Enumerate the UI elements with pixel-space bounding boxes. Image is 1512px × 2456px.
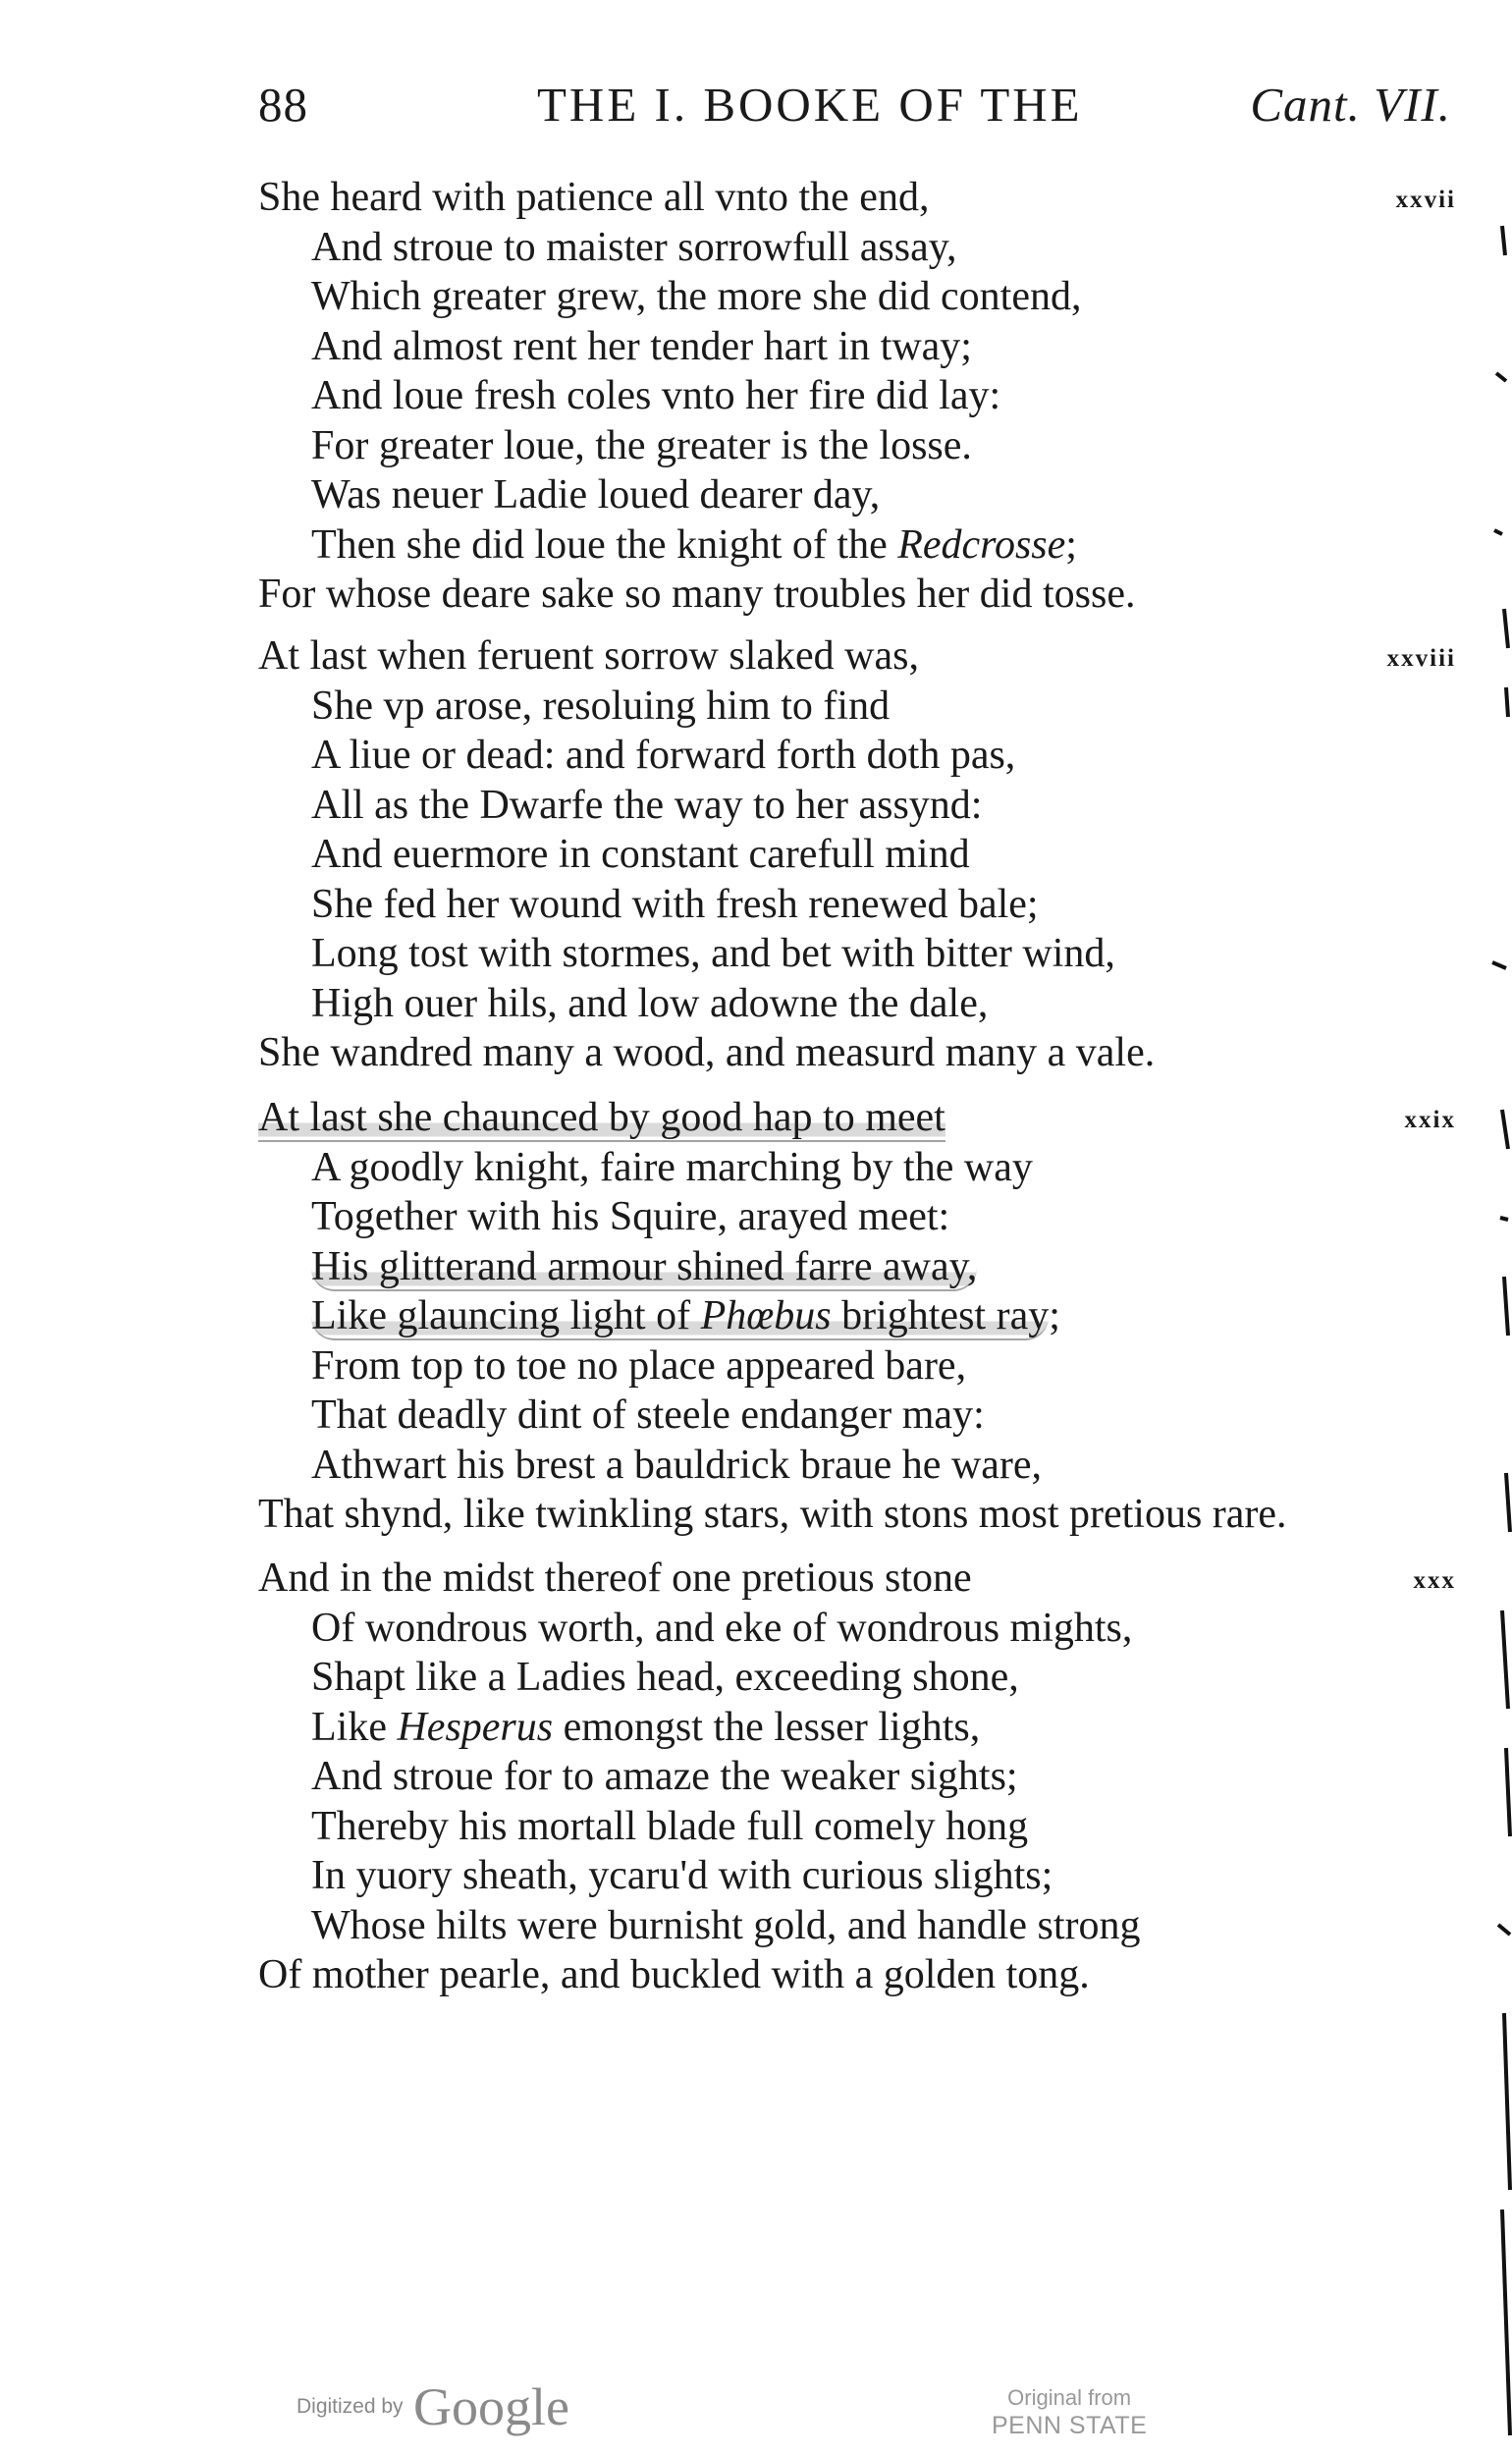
highlighted-text: At last she chaunced by good hap to meet: [258, 1095, 945, 1140]
verse-line: For whose deare sake so many troubles her did tosse.: [258, 572, 1136, 617]
verse-line: Athwart his brest a bauldrick braue he ware,: [311, 1442, 1043, 1488]
verse-line: She vp arose, resoluing him to find: [311, 682, 891, 729]
canto-label: Cant. VII.: [1250, 78, 1451, 132]
verse-line: She fed her wound with fresh renewed bale;: [311, 881, 1039, 927]
verse-line: Then she did loue the knight of the Redcrosse;: [311, 521, 1077, 568]
verse-line: For greater loue, the greater is the losse.: [311, 422, 972, 468]
verse-line: High ouer hils, and low adowne the dale,: [311, 980, 989, 1026]
verse-line: A liue or dead: and forward forth doth pas,: [311, 733, 1016, 778]
verse-line: Like glauncing light of Phœbus brightest ray;: [311, 1293, 1060, 1338]
verse-line: That deadly dint of steele endanger may:: [311, 1392, 985, 1438]
verse-line: From top to toe no place appeared bare,: [311, 1342, 967, 1389]
verse-line: All as the Dwarfe the way to her assynd:: [311, 782, 983, 828]
page-number: 88: [258, 78, 308, 132]
original-from-watermark: Original from PENN STATE: [992, 2385, 1148, 2439]
verse-line: And stroue to maister sorrowfull assay,: [311, 224, 957, 270]
verse-line: Shapt like a Ladies head, exceeding shone,: [311, 1655, 1019, 1700]
stanza-number: xxix: [1404, 1107, 1456, 1133]
highlighted-text: His glitterand armour shined farre away,: [311, 1243, 978, 1289]
stanza-number: xxx: [1413, 1567, 1456, 1594]
verse-line: [258, 1242, 1456, 1292]
running-title: THE I. BOOKE OF THE: [537, 78, 1083, 132]
verse-line: Of mother pearle, and buckled with a golden tong.: [258, 1952, 1090, 1997]
running-header: [258, 77, 1451, 136]
italic-name: Hesperus: [397, 1704, 554, 1750]
verse-line: Of wondrous worth, and eke of wondrous mights,: [311, 1605, 1133, 1651]
verse-line: Together with his Squire, arayed meet:: [311, 1194, 950, 1239]
verse-line: A goodly knight, faire marching by the way: [311, 1144, 1033, 1190]
stanza-number: xxvii: [1395, 187, 1456, 213]
library-name: PENN STATE: [992, 2412, 1148, 2439]
stanza-xxvii: [258, 173, 1456, 620]
verse-line: And in the midst thereof one pretious stone: [258, 1555, 972, 1601]
verse-line: At last when feruent sorrow slaked was,: [258, 633, 919, 679]
verse-line: She wandred many a wood, and measurd many a vale.: [258, 1030, 1156, 1075]
digitized-by-watermark: Digitized by Google: [297, 2377, 569, 2436]
verse-line: That shynd, like twinkling stars, with stons most pretious rare.: [258, 1492, 1287, 1537]
verse-line: Like Hesperus emongst the lesser lights,: [311, 1704, 981, 1750]
stanza-xxix: [258, 1093, 1456, 1540]
verse-line: She heard with patience all vnto the end,: [258, 175, 930, 220]
stanza-xxviii: [258, 631, 1456, 1078]
verse-line: Whose hilts were burnisht gold, and handle strong: [311, 1902, 1141, 1948]
italic-name: Phœbus: [700, 1293, 832, 1338]
stanza-xxx: [258, 1554, 1456, 2000]
italic-name: Redcrosse: [897, 521, 1066, 568]
google-logo: Google: [413, 2377, 569, 2436]
verse-line: Which greater grew, the more she did contend,: [311, 274, 1082, 319]
verse-line: And stroue for to amaze the weaker sights;: [311, 1754, 1018, 1799]
highlighted-text: Like glauncing light of Phœbus brightest ray: [311, 1293, 1050, 1338]
verse-line: [258, 1093, 1456, 1143]
page-edge-shadow: [1473, 0, 1512, 2456]
stanza-number: xxviii: [1386, 645, 1456, 672]
verse-line: And almost rent her tender hart in tway;: [311, 323, 972, 369]
verse-line: Thereby his mortall blade full comely hong: [311, 1803, 1029, 1849]
verse-line: And euermore in constant carefull mind: [311, 832, 970, 877]
verse-line: Long tost with stormes, and bet with bitter wind,: [311, 931, 1115, 976]
verse-line: Was neuer Ladie loued dearer day,: [311, 472, 881, 518]
verse-line: And loue fresh coles vnto her fire did lay:: [311, 373, 1001, 418]
verse-line: In yuory sheath, ycaru'd with curious slights;: [311, 1853, 1053, 1898]
